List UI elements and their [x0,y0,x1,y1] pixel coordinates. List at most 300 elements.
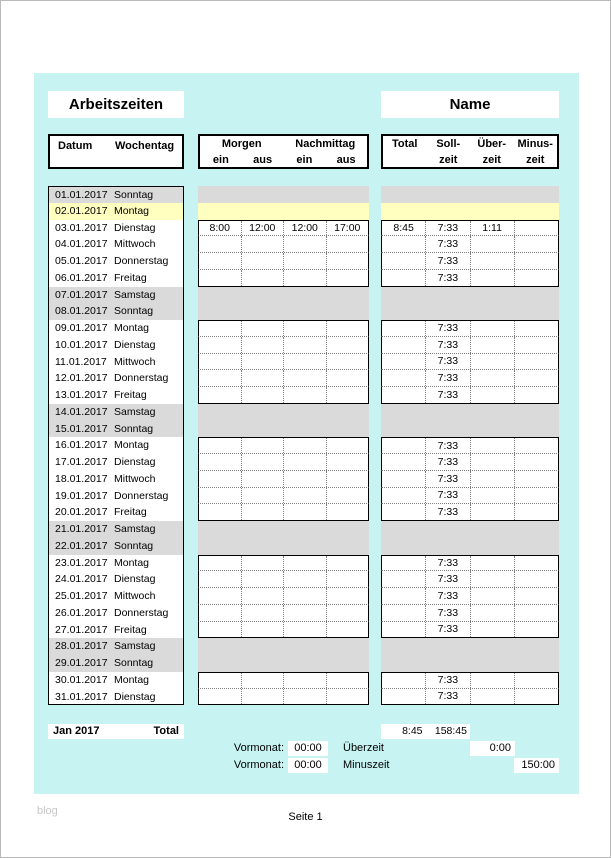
total-cell: 7:33 [425,270,469,286]
row-date: 13.01.2017 [55,389,108,401]
time-cell [241,270,284,286]
header-spacer [383,153,427,168]
time-cell [283,571,326,587]
row-times [198,387,369,404]
total-cell [470,673,514,688]
row-times [198,270,369,287]
time-cell [198,287,241,304]
total-cell [382,588,425,604]
header-ein: ein [212,154,229,166]
time-cell [241,521,284,538]
total-cell [514,354,558,370]
header-total: Total [392,138,418,150]
table-row [34,387,579,404]
row-totals [381,471,559,488]
time-cell [199,504,241,520]
total-cell [514,370,558,386]
time-cell [283,622,326,638]
date-weekday-cell [48,538,184,555]
table-row [34,337,579,354]
date-weekday-cell [48,555,184,572]
sum-values [381,724,470,739]
row-totals [381,203,559,220]
row-date: 18.01.2017 [55,472,108,485]
time-cell [199,270,241,286]
header-sollzeit: Soll- [436,138,461,150]
time-cell [326,387,369,403]
table-row [34,404,579,421]
time-cell [326,287,369,304]
total-cell [514,588,558,604]
time-cell [241,321,284,336]
vormonat-label: Vormonat: [233,742,284,754]
total-cell [470,203,515,220]
total-cell [514,673,558,688]
month-label: Jan 2017 [53,725,100,737]
total-cell [382,488,425,504]
time-cell [283,236,326,252]
row-date: 20.01.2017 [55,506,108,519]
row-weekday: Donnerstag [114,372,169,385]
total-cell: 7:33 [425,370,469,386]
row-weekday: Freitag [114,271,147,284]
total-cell [514,236,558,252]
total-cell [426,404,471,421]
time-cell [284,521,327,538]
row-times [198,605,369,622]
header-ueberzeit: Über- [477,138,507,150]
time-cell [198,421,241,438]
row-times [198,421,369,438]
row-weekday: Montag [114,322,150,334]
table-row [34,672,579,689]
time-cell [284,287,327,304]
time-cell [283,253,326,269]
header-totals [381,134,559,169]
header-aus: aus [336,154,356,166]
row-totals [381,387,559,404]
total-cell [426,186,471,203]
table-row [34,521,579,538]
total-cell [426,655,471,672]
total-cell [381,287,426,304]
time-cell [326,454,369,470]
time-cell [326,270,369,286]
time-cell [199,337,241,353]
header-zeit: zeit [482,154,501,166]
total-cell [470,186,515,203]
date-weekday-cell [48,370,184,387]
row-times [198,320,369,337]
total-cell: 1:11 [470,221,514,236]
time-cell [241,689,284,705]
time-cell [241,504,284,520]
time-cell [199,605,241,621]
time-cell [326,588,369,604]
table-row [34,622,579,639]
row-totals [381,454,559,471]
total-cell [514,337,558,353]
time-cell [241,186,284,203]
time-cell [283,689,326,705]
date-weekday-cell [48,220,184,237]
header-date-weekday [48,134,184,169]
total-cell [382,438,425,453]
total-cell: 8:45 [393,221,414,234]
time-cell [284,655,327,672]
row-weekday: Dienstag [114,456,156,468]
time-cell [283,337,326,353]
total-cell [470,236,514,252]
time-cell [326,504,369,520]
row-totals [381,320,559,337]
row-times [198,203,369,220]
row-totals [381,638,559,655]
time-cell [241,404,284,421]
total-cell: 7:33 [425,605,469,621]
total-cell [515,538,560,555]
row-totals [381,287,559,304]
total-cell [381,404,426,421]
header-zeit: zeit [439,154,458,166]
total-cell [515,404,560,421]
row-weekday: Dienstag [114,690,156,703]
row-times [198,253,369,270]
header-aus: aus [253,154,273,166]
row-totals [381,689,559,706]
row-times [198,337,369,354]
time-cell [326,488,369,504]
total-cell [470,454,514,470]
row-date: 19.01.2017 [55,489,108,502]
date-weekday-cell [48,521,184,538]
row-times [198,370,369,387]
rows-container [34,186,579,705]
row-times [198,689,369,706]
time-cell [241,638,284,655]
table-row [34,538,579,555]
page-title: Arbeitszeiten [48,91,184,118]
total-cell [470,556,514,571]
sum-sollzeit: 158:45 [434,725,467,737]
total-cell [381,655,426,672]
total-cell: 7:33 [425,337,469,353]
date-weekday-cell [48,421,184,438]
total-cell: 7:33 [425,387,469,403]
row-times [198,571,369,588]
row-times [198,521,369,538]
time-cell [241,303,284,320]
vormonat-value-1: 00:00 [288,741,328,756]
table-row [34,638,579,655]
time-cell [326,655,369,672]
total-cell [426,638,471,655]
time-cell [326,253,369,269]
time-cell [198,404,241,421]
total-cell: 7:33 [425,221,469,236]
table-row [34,186,579,203]
total-cell [382,571,425,587]
total-cell [470,354,514,370]
header-ein: ein [296,154,313,166]
row-totals [381,538,559,555]
row-totals [381,186,559,203]
row-totals [381,605,559,622]
row-times [198,655,369,672]
time-cell [241,287,284,304]
row-weekday: Sonntag [114,657,154,669]
table-row [34,488,579,505]
time-cell [198,638,241,655]
header-datum: Datum [58,140,93,152]
time-cell [241,354,284,370]
total-cell [470,638,515,655]
time-cell [326,354,369,370]
total-cell [382,387,425,403]
row-times [198,588,369,605]
row-date: 09.01.2017 [55,322,108,334]
time-cell [283,504,326,520]
total-cell: 7:33 [425,673,469,688]
row-times [198,555,369,572]
total-cell: 7:33 [425,488,469,504]
row-times [198,236,369,253]
total-cell: 7:33 [425,622,469,638]
time-cell [283,370,326,386]
total-cell [470,655,515,672]
minuszeit-value: 150:00 [514,758,559,773]
row-totals [381,488,559,505]
total-cell [426,538,471,555]
total-cell: 7:33 [425,253,469,269]
total-cell [382,253,425,269]
time-cell [284,203,327,220]
date-weekday-cell [48,253,184,270]
time-cell [326,571,369,587]
table-row [34,454,579,471]
total-cell [514,556,558,571]
time-cell [241,538,284,555]
date-weekday-cell [48,504,184,521]
total-cell: 7:33 [425,236,469,252]
row-times [198,672,369,689]
total-cell [426,203,471,220]
time-cell [199,354,241,370]
total-cell [426,421,471,438]
total-cell [382,471,425,487]
time-cell [199,438,241,453]
row-weekday: Sonntag [114,189,154,201]
row-date: 22.01.2017 [55,539,108,552]
table-row [34,370,579,387]
row-weekday: Mittwoch [114,355,156,368]
row-weekday: Donnerstag [114,606,169,619]
total-cell: 7:33 [425,556,469,571]
row-times [198,488,369,505]
date-weekday-cell [48,287,184,304]
total-cell [514,221,558,236]
total-cell [515,203,560,220]
time-cell [199,673,241,688]
total-cell: 7:33 [425,471,469,487]
time-cell [326,605,369,621]
row-totals [381,303,559,320]
total-cell [381,421,426,438]
time-cell [198,538,241,555]
row-times [198,471,369,488]
table-row [34,504,579,521]
date-weekday-cell [48,689,184,706]
row-totals [381,337,559,354]
row-totals [381,555,559,572]
total-cell [382,556,425,571]
time-cell [241,454,284,470]
time-cell [199,387,241,403]
total-cell [382,354,425,370]
row-date: 02.01.2017 [55,204,108,217]
time-cell [326,303,369,320]
row-totals [381,270,559,287]
row-totals [381,404,559,421]
row-weekday: Sonntag [114,305,154,318]
time-cell [326,321,369,336]
total-cell [426,521,471,538]
time-cell [199,488,241,504]
table-row [34,287,579,304]
watermark: blog [37,805,58,817]
row-times [198,437,369,454]
row-weekday: Dienstag [114,338,156,351]
date-weekday-cell [48,186,184,203]
row-date: 17.01.2017 [55,456,108,468]
total-cell [470,571,514,587]
date-weekday-cell [48,437,184,454]
total-cell [381,203,426,220]
row-date: 25.01.2017 [55,590,108,602]
total-cell [382,370,425,386]
time-cell [241,337,284,353]
total-cell [470,605,514,621]
time-cell [241,488,284,504]
date-weekday-cell [48,488,184,505]
time-cell [241,673,284,688]
total-cell [514,438,558,453]
total-cell [382,321,425,336]
time-cell [326,673,369,688]
total-cell [382,270,425,286]
time-cell [198,521,241,538]
table-row [34,655,579,672]
total-cell [515,521,560,538]
row-times [198,287,369,304]
total-cell [470,253,514,269]
total-cell [470,471,514,487]
page-number: Seite 1 [288,811,323,823]
total-cell [470,521,515,538]
timesheet-panel [34,73,579,794]
time-cell [241,471,284,487]
date-weekday-cell [48,320,184,337]
date-weekday-cell [48,672,184,689]
table-row [34,203,579,220]
row-totals [381,253,559,270]
row-totals [381,354,559,371]
row-times [198,504,369,521]
time-cell [284,421,327,438]
date-weekday-cell [48,454,184,471]
total-cell [515,287,560,304]
row-date: 03.01.2017 [55,221,108,234]
total-cell [381,186,426,203]
total-cell [470,287,515,304]
time-cell [241,605,284,621]
time-cell [241,588,284,604]
row-weekday: Samstag [114,640,156,653]
row-weekday: Montag [114,204,150,217]
date-weekday-cell [48,387,184,404]
time-cell [283,387,326,403]
total-cell [382,504,425,520]
total-cell [514,321,558,336]
row-totals [381,655,559,672]
total-cell [514,571,558,587]
date-weekday-cell [48,203,184,220]
total-cell [381,303,426,320]
total-cell [426,287,471,304]
total-cell [514,270,558,286]
row-weekday: Dienstag [114,573,156,586]
row-date: 08.01.2017 [55,305,108,318]
total-cell [470,387,514,403]
total-cell [470,370,514,386]
header-morning-afternoon [198,134,369,169]
date-weekday-cell [48,270,184,287]
header-wochentag: Wochentag [115,140,175,152]
total-cell [381,638,426,655]
row-date: 05.01.2017 [55,255,108,267]
total-cell [515,655,560,672]
row-weekday: Mittwoch [114,472,156,485]
ueberzeit-value: 0:00 [470,741,515,756]
time-cell [283,321,326,336]
table-row [34,354,579,371]
time-cell [326,404,369,421]
total-label: Total [153,725,179,737]
total-cell [515,186,560,203]
row-weekday: Samstag [114,288,156,301]
row-times [198,354,369,371]
time-cell [326,638,369,655]
time-cell [199,588,241,604]
header-minuszeit: Minus- [517,138,553,150]
row-weekday: Dienstag [114,221,156,234]
total-cell: 7:33 [425,321,469,336]
row-date: 27.01.2017 [55,623,108,636]
total-cell: 7:33 [425,689,469,705]
row-date: 12.01.2017 [55,372,108,385]
date-weekday-cell [48,588,184,605]
row-date: 01.01.2017 [55,189,108,201]
time-cell [283,471,326,487]
time-cell [284,186,327,203]
table-row [34,555,579,572]
time-cell [199,622,241,638]
row-totals [381,521,559,538]
time-cell [283,354,326,370]
table-row [34,437,579,454]
row-weekday: Sonntag [114,539,154,552]
total-cell: 7:33 [425,354,469,370]
